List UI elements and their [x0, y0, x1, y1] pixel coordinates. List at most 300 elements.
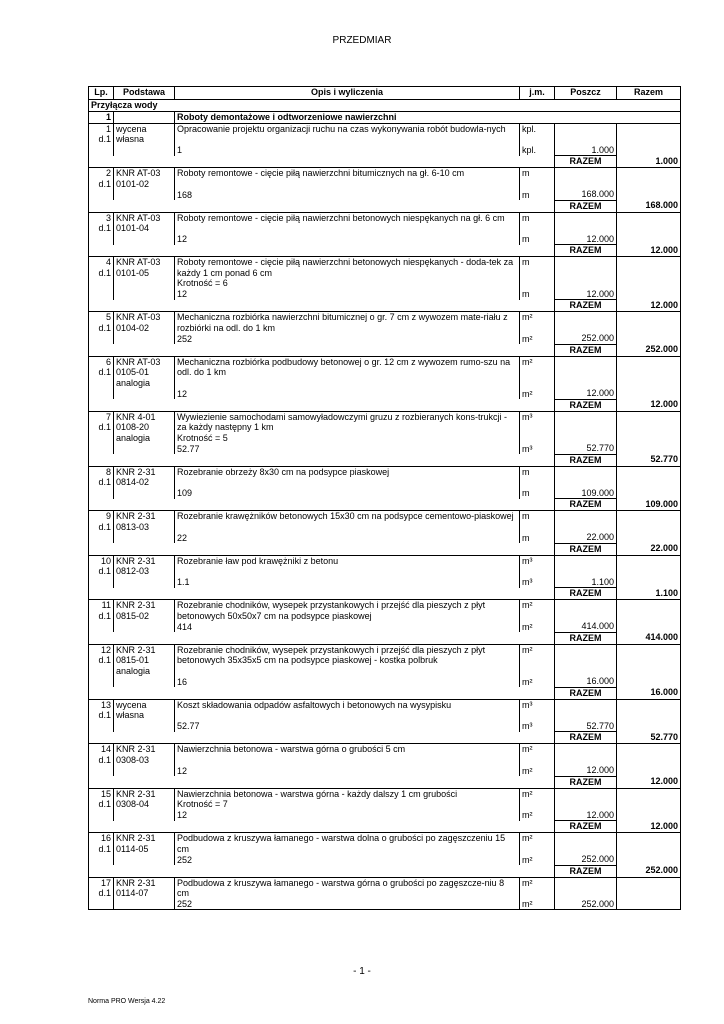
calc-lp	[89, 721, 114, 732]
item-lp	[89, 877, 114, 899]
item-row	[89, 312, 681, 334]
item-jm: m	[520, 511, 555, 533]
calc-podstawa	[114, 899, 175, 910]
item-calculation: 12	[175, 388, 520, 399]
item-total: 168.000	[617, 200, 681, 212]
item-total: 252.000	[617, 865, 681, 877]
item-calc-row	[89, 765, 681, 776]
item-description: Wywiezienie samochodami samowyładowczymi gruzu z rozbieranych kons-trukcji - za każdy następny 1 km	[177, 411, 508, 432]
item-poszcz-empty	[555, 312, 617, 334]
item-poszcz: 12.000	[555, 388, 617, 399]
item-calc-row	[89, 234, 681, 245]
item-jm: m	[520, 168, 555, 190]
item-number: 14	[100, 744, 111, 754]
calc-lp	[89, 488, 114, 499]
item-poszcz: 52.770	[555, 721, 617, 732]
item-podstawa: KNR 2-31 0813-03	[114, 511, 175, 533]
item-poszcz: 12.000	[555, 810, 617, 821]
calc-razem	[617, 721, 681, 732]
item-number: 6	[105, 356, 111, 367]
item-number: 15	[100, 788, 111, 799]
calc-lp	[89, 577, 114, 588]
item-jm: m³	[520, 699, 555, 721]
total-gap	[89, 156, 555, 168]
item-calculation: 52.77	[175, 443, 520, 454]
item-description: Mechaniczna rozbiórka nawierzchni bitumicznej o gr. 7 cm z wywozem mate-riału z rozbiórki na odl. do 1 km	[177, 312, 508, 333]
item-jm: m²	[520, 833, 555, 855]
calc-podstawa	[114, 676, 175, 687]
item-number: 1	[105, 123, 111, 134]
item-lp	[89, 744, 114, 766]
total-gap	[89, 300, 555, 312]
item-number: 17	[100, 877, 111, 888]
item-number: 10	[100, 555, 111, 566]
item-lp	[89, 833, 114, 855]
total-gap	[89, 776, 555, 788]
total-gap	[89, 687, 555, 699]
item-sub: d.1	[98, 888, 111, 898]
item-podstawa: KNR AT-03 0101-05	[114, 257, 175, 289]
item-calc-row	[89, 333, 681, 344]
calc-razem	[617, 854, 681, 865]
item-poszcz-empty	[555, 788, 617, 810]
total-label: RAZEM	[555, 245, 617, 257]
item-calc-jm: m²	[520, 810, 555, 821]
item-opis	[175, 511, 520, 533]
item-lp	[89, 600, 114, 622]
calc-razem	[617, 676, 681, 687]
item-calc-row	[89, 621, 681, 632]
item-total: 52.770	[617, 454, 681, 466]
item-opis	[175, 212, 520, 234]
item-podstawa: KNR AT-03 0104-02	[114, 312, 175, 334]
item-sub: d.1	[98, 134, 111, 144]
item-total-row	[89, 499, 681, 511]
calc-podstawa	[114, 577, 175, 588]
item-total-row	[89, 632, 681, 644]
item-jm: m²	[520, 877, 555, 899]
total-gap	[89, 200, 555, 212]
item-sub: d.1	[98, 655, 111, 665]
item-multiplier: Krotność = 5	[177, 432, 228, 443]
calc-razem	[617, 234, 681, 245]
item-poszcz: 168.000	[555, 189, 617, 200]
item-total-row	[89, 732, 681, 744]
header-opis: Opis i wyliczenia	[175, 87, 520, 100]
item-total-row	[89, 588, 681, 600]
calc-lp	[89, 810, 114, 821]
item-razem-empty	[617, 788, 681, 810]
item-total-row	[89, 821, 681, 833]
item-lp	[89, 257, 114, 289]
item-row	[89, 644, 681, 676]
item-sub: d.1	[98, 710, 111, 720]
item-row	[89, 168, 681, 190]
item-sub: d.1	[98, 367, 111, 377]
item-opis	[175, 168, 520, 190]
calc-lp	[89, 532, 114, 543]
item-total-row	[89, 865, 681, 877]
item-calc-jm: m²	[520, 765, 555, 776]
item-row	[89, 788, 681, 810]
calc-podstawa	[114, 388, 175, 399]
item-total: 22.000	[617, 543, 681, 555]
item-poszcz: 109.000	[555, 488, 617, 499]
item-description: Roboty remontowe - cięcie piłą nawierzchni bitumicznych na gł. 6-10 cm	[177, 168, 465, 178]
item-calc-row	[89, 899, 681, 910]
total-label: RAZEM	[555, 499, 617, 511]
item-poszcz: 252.000	[555, 854, 617, 865]
item-poszcz: 52.770	[555, 443, 617, 454]
item-poszcz: 12.000	[555, 234, 617, 245]
calc-podstawa	[114, 621, 175, 632]
item-sub: d.1	[98, 322, 111, 333]
item-razem-empty	[617, 555, 681, 577]
calc-lp	[89, 388, 114, 399]
item-calculation: 414	[175, 621, 520, 632]
item-podstawa: KNR 2-31 0114-07	[114, 877, 175, 899]
item-description: Koszt składowania odpadów asfaltowych i betonowych na wysypisku	[177, 699, 452, 710]
calc-razem	[617, 189, 681, 200]
header-podstawa: Podstawa	[114, 87, 175, 100]
item-opis	[175, 833, 520, 855]
calc-lp	[89, 854, 114, 865]
item-poszcz-empty	[555, 411, 617, 443]
total-label: RAZEM	[555, 632, 617, 644]
item-total: 1.100	[617, 588, 681, 600]
total-label: RAZEM	[555, 543, 617, 555]
table-header-row	[89, 87, 681, 100]
item-calc-row	[89, 810, 681, 821]
item-row	[89, 833, 681, 855]
item-calc-jm: m²	[520, 899, 555, 910]
item-poszcz-empty	[555, 699, 617, 721]
calc-razem	[617, 289, 681, 300]
item-razem-empty	[617, 212, 681, 234]
item-calculation: 12	[175, 810, 520, 821]
total-label: RAZEM	[555, 300, 617, 312]
calc-lp	[89, 234, 114, 245]
calc-podstawa	[114, 488, 175, 499]
item-podstawa: KNR AT-03 0101-02	[114, 168, 175, 190]
total-label: RAZEM	[555, 156, 617, 168]
item-razem-empty	[617, 411, 681, 443]
item-poszcz: 12.000	[555, 289, 617, 300]
item-lp	[89, 212, 114, 234]
item-total-row	[89, 200, 681, 212]
item-total-row	[89, 454, 681, 466]
item-total: 12.000	[617, 300, 681, 312]
item-razem-empty	[617, 744, 681, 766]
item-total: 252.000	[617, 344, 681, 356]
item-razem-empty	[617, 877, 681, 899]
calc-podstawa	[114, 443, 175, 454]
item-poszcz: 1.000	[555, 145, 617, 156]
item-sub: d.1	[98, 521, 111, 532]
calc-razem	[617, 443, 681, 454]
item-row	[89, 212, 681, 234]
total-gap	[89, 344, 555, 356]
item-calculation: 252	[175, 899, 520, 910]
item-razem-empty	[617, 466, 681, 488]
calc-razem	[617, 810, 681, 821]
item-calc-row	[89, 388, 681, 399]
header-razem: Razem	[617, 87, 681, 100]
item-total: 12.000	[617, 245, 681, 257]
item-calc-jm: m³	[520, 443, 555, 454]
item-podstawa: KNR 2-31 0815-02	[114, 600, 175, 622]
total-label: RAZEM	[555, 454, 617, 466]
item-calculation: 22	[175, 532, 520, 543]
item-lp	[89, 788, 114, 810]
item-row	[89, 257, 681, 289]
item-poszcz-empty	[555, 356, 617, 388]
item-jm: kpl.	[520, 123, 555, 145]
calc-lp	[89, 289, 114, 300]
item-poszcz-empty	[555, 644, 617, 676]
calc-lp	[89, 145, 114, 156]
chapter-title: Roboty demontażowe i odtworzeniowe nawierzchni	[175, 111, 681, 123]
item-poszcz-empty	[555, 123, 617, 145]
total-gap	[89, 588, 555, 600]
total-gap	[89, 821, 555, 833]
item-jm: m³	[520, 555, 555, 577]
calc-razem	[617, 621, 681, 632]
bill-of-quantities-table	[88, 86, 681, 910]
item-opis	[175, 466, 520, 488]
item-description: Rozebranie chodników, wysepek przystankowych i przejść dla pieszych z płyt betonowych 35x35x5 cm na podsypce piaskowej - kostka polbruk	[177, 644, 486, 665]
item-total: 12.000	[617, 776, 681, 788]
item-opis	[175, 699, 520, 721]
item-lp	[89, 356, 114, 388]
item-podstawa: wycena własna	[114, 699, 175, 721]
total-gap	[89, 245, 555, 257]
item-poszcz-empty	[555, 511, 617, 533]
item-podstawa: KNR 2-31 0814-02	[114, 466, 175, 488]
total-label: RAZEM	[555, 399, 617, 411]
item-row	[89, 466, 681, 488]
item-total: 12.000	[617, 399, 681, 411]
item-lp	[89, 511, 114, 533]
item-calc-row	[89, 289, 681, 300]
item-opis	[175, 555, 520, 577]
item-number: 9	[105, 511, 111, 521]
item-sub: d.1	[98, 754, 111, 765]
calc-podstawa	[114, 765, 175, 776]
item-poszcz-empty	[555, 466, 617, 488]
section-row	[89, 100, 681, 112]
item-description: Mechaniczna rozbiórka podbudowy betonowej o gr. 12 cm z wywozem rumo-szu na odl. do 1 km	[177, 356, 511, 377]
calc-razem	[617, 532, 681, 543]
item-calc-jm: m	[520, 532, 555, 543]
item-description: Podbudowa z kruszywa łamanego - warstwa dolna o grubości po zagęszczeniu 15 cm	[177, 833, 506, 854]
item-row	[89, 356, 681, 388]
calc-razem	[617, 488, 681, 499]
total-label: RAZEM	[555, 732, 617, 744]
item-podstawa: KNR 2-31 0812-03	[114, 555, 175, 577]
item-total-row	[89, 399, 681, 411]
item-total-row	[89, 344, 681, 356]
calc-razem	[617, 577, 681, 588]
item-razem-empty	[617, 123, 681, 145]
item-sub: d.1	[98, 566, 111, 576]
calc-lp	[89, 899, 114, 910]
item-razem-empty	[617, 312, 681, 334]
item-sub: d.1	[98, 223, 111, 233]
item-razem-empty	[617, 511, 681, 533]
item-sub: d.1	[98, 267, 111, 278]
calc-podstawa	[114, 810, 175, 821]
item-poszcz-empty	[555, 600, 617, 622]
item-sub: d.1	[98, 799, 111, 809]
item-poszcz-empty	[555, 257, 617, 289]
item-lp	[89, 168, 114, 190]
item-lp	[89, 411, 114, 443]
item-calculation: 252	[175, 854, 520, 865]
item-total-row	[89, 543, 681, 555]
item-razem-empty	[617, 257, 681, 289]
item-multiplier: Krotność = 7	[177, 799, 228, 809]
item-opis	[175, 600, 520, 622]
calc-lp	[89, 621, 114, 632]
total-gap	[89, 543, 555, 555]
item-calculation: 252	[175, 333, 520, 344]
calc-lp	[89, 676, 114, 687]
item-poszcz: 1.100	[555, 577, 617, 588]
calc-razem	[617, 899, 681, 910]
item-calc-row	[89, 854, 681, 865]
item-razem-empty	[617, 644, 681, 676]
item-row	[89, 555, 681, 577]
item-razem-empty	[617, 168, 681, 190]
item-row	[89, 699, 681, 721]
item-description: Rozebranie ław pod krawężniki z betonu	[177, 555, 339, 566]
section-title: Przyłącza wody	[89, 100, 681, 112]
item-sub: d.1	[98, 843, 111, 854]
calc-podstawa	[114, 234, 175, 245]
header-jm: j.m.	[520, 87, 555, 100]
item-opis	[175, 788, 520, 810]
item-poszcz: 414.000	[555, 621, 617, 632]
calc-podstawa	[114, 854, 175, 865]
item-poszcz: 12.000	[555, 765, 617, 776]
item-number: 13	[100, 699, 111, 710]
item-calculation: 1	[175, 145, 520, 156]
total-gap	[89, 499, 555, 511]
item-jm: m	[520, 466, 555, 488]
item-poszcz: 252.000	[555, 333, 617, 344]
item-calculation: 12	[175, 289, 520, 300]
item-total-row	[89, 245, 681, 257]
total-label: RAZEM	[555, 200, 617, 212]
item-opis	[175, 644, 520, 676]
item-description: Nawierzchnia betonowa - warstwa górna - każdy dalszy 1 cm grubości	[177, 788, 458, 799]
item-podstawa: KNR 2-31 0308-03	[114, 744, 175, 766]
item-calc-jm: m²	[520, 854, 555, 865]
item-description: Rozebranie krawężników betonowych 15x30 cm na podsypce cementowo-piaskowej	[177, 511, 514, 521]
item-row	[89, 877, 681, 899]
item-opis	[175, 744, 520, 766]
item-total: 12.000	[617, 821, 681, 833]
item-number: 16	[100, 833, 111, 843]
item-description: Nawierzchnia betonowa - warstwa górna o grubości 5 cm	[177, 744, 406, 754]
item-jm: m	[520, 257, 555, 289]
item-podstawa: KNR 2-31 0114-05	[114, 833, 175, 855]
item-calc-jm: m	[520, 189, 555, 200]
calc-razem	[617, 388, 681, 399]
item-opis	[175, 312, 520, 334]
item-poszcz: 22.000	[555, 532, 617, 543]
item-calculation: 12	[175, 765, 520, 776]
total-gap	[89, 865, 555, 877]
item-row	[89, 123, 681, 145]
item-razem-empty	[617, 356, 681, 388]
item-podstawa: KNR AT-03 0101-04	[114, 212, 175, 234]
item-total-row	[89, 156, 681, 168]
total-label: RAZEM	[555, 865, 617, 877]
item-lp	[89, 555, 114, 577]
item-sub: d.1	[98, 477, 111, 487]
calc-lp	[89, 333, 114, 344]
item-jm: m²	[520, 744, 555, 766]
item-poszcz-empty	[555, 212, 617, 234]
item-calculation: 168	[175, 189, 520, 200]
item-poszcz-empty	[555, 555, 617, 577]
total-label: RAZEM	[555, 687, 617, 699]
item-calc-jm: m³	[520, 721, 555, 732]
item-row	[89, 511, 681, 533]
item-number: 2	[105, 168, 111, 178]
total-gap	[89, 632, 555, 644]
item-total: 52.770	[617, 732, 681, 744]
item-jm: m²	[520, 788, 555, 810]
page-number: - 1 -	[353, 966, 371, 977]
item-description: Roboty remontowe - cięcie piłą nawierzchni betonowych niespękanych - doda-tek za każdy 1 cm ponad 6 cm	[177, 257, 514, 278]
item-jm: m²	[520, 600, 555, 622]
item-row	[89, 744, 681, 766]
item-total-row	[89, 776, 681, 788]
item-opis	[175, 123, 520, 145]
item-description: Opracowanie projektu organizacji ruchu na czas wykonywania robót budowla-nych	[177, 123, 506, 134]
item-calc-jm: m²	[520, 621, 555, 632]
item-total-row	[89, 687, 681, 699]
item-poszcz-empty	[555, 168, 617, 190]
header-poszcz: Poszcz	[555, 87, 617, 100]
item-podstawa: KNR 2-31 0308-04	[114, 788, 175, 810]
total-label: RAZEM	[555, 776, 617, 788]
item-jm: m²	[520, 644, 555, 676]
item-calc-row	[89, 443, 681, 454]
item-calc-row	[89, 721, 681, 732]
item-number: 12	[100, 644, 111, 655]
total-label: RAZEM	[555, 344, 617, 356]
item-jm: m³	[520, 411, 555, 443]
calc-razem	[617, 765, 681, 776]
calc-lp	[89, 189, 114, 200]
item-number: 3	[105, 212, 111, 223]
item-jm: m²	[520, 312, 555, 334]
item-description: Rozebranie obrzeży 8x30 cm na podsypce piaskowej	[177, 466, 390, 477]
item-number: 8	[105, 466, 111, 477]
item-opis	[175, 356, 520, 388]
software-footer: Norma PRO Wersja 4.22	[88, 998, 166, 1005]
total-label: RAZEM	[555, 588, 617, 600]
item-poszcz: 16.000	[555, 676, 617, 687]
item-total: 109.000	[617, 499, 681, 511]
item-calc-jm: m	[520, 488, 555, 499]
item-calc-row	[89, 577, 681, 588]
calc-razem	[617, 145, 681, 156]
